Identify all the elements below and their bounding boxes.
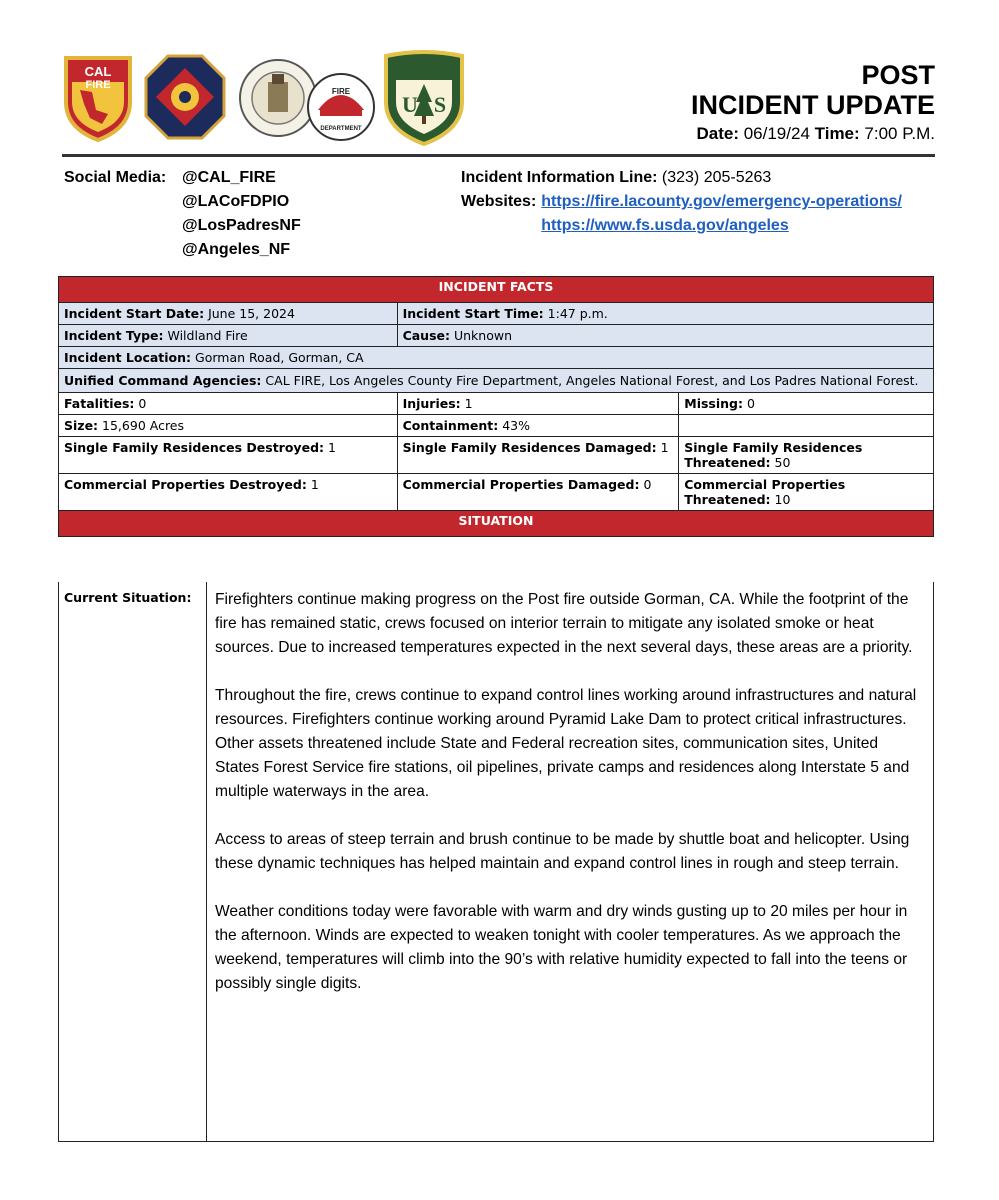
- svg-text:FIRE: FIRE: [331, 87, 351, 96]
- incident-type-cell: Incident Type: Wildland Fire: [59, 325, 398, 347]
- cal-fire-logo: [62, 52, 134, 142]
- document-subtitle: INCIDENT UPDATE: [690, 90, 935, 120]
- fatalities-cell: Fatalities: 0: [59, 393, 398, 415]
- incident-facts-table: [58, 276, 934, 537]
- current-situation-text: [207, 582, 933, 1141]
- cp-destroyed-cell: Commercial Properties Destroyed: 1: [59, 474, 398, 511]
- svg-text:S: S: [433, 92, 447, 117]
- containment-cell: Containment: 43%: [397, 415, 679, 437]
- situation-paragraph: Access to areas of steep terrain and brush continue to be made by shuttle boat and helicopter. Using these dynamic techniques has helped maintain and expand control lines in rough and steep terrain.: [215, 831, 910, 872]
- incident-info-block: [461, 166, 902, 238]
- situation-paragraph: Firefighters continue making progress on the Post fire outside Gorman, CA. While the footprint of the fire has remained static, crews focused on interior terrain to mitigate any isolated smoke or heat sources. Due to increased temperatures expected in the next several days, these areas are a priority.: [215, 591, 913, 656]
- header-divider: [62, 154, 935, 157]
- cp-threatened-cell: Commercial Properties Threatened: 10: [679, 474, 934, 511]
- sfr-damaged-cell: Single Family Residences Damaged: 1: [397, 437, 679, 474]
- svg-text:U: U: [402, 92, 418, 117]
- injuries-cell: Injuries: 1: [397, 393, 679, 415]
- situation-header: SITUATION: [59, 511, 934, 537]
- missing-cell: Missing: 0: [679, 393, 934, 415]
- incident-start-date-cell: Incident Start Date: June 15, 2024: [59, 303, 398, 325]
- info-line-phone: (323) 205-5263: [661, 169, 772, 186]
- websites-row: [461, 190, 902, 238]
- social-handle[interactable]: @Angeles_NF: [182, 241, 291, 258]
- website-links: [541, 190, 902, 238]
- cal-fire-team-logo: [144, 54, 226, 140]
- svg-text:DEPARTMENT: DEPARTMENT: [320, 126, 362, 132]
- document-title: POST: [861, 60, 935, 90]
- title-block: [691, 60, 935, 146]
- website-link-fs-usda[interactable]: https://www.fs.usda.gov/angeles: [541, 217, 789, 234]
- info-line-label: Incident Information Line:: [461, 169, 658, 186]
- svg-text:CAL: CAL: [84, 64, 112, 79]
- social-media-label: Social Media:: [64, 169, 167, 186]
- incident-location-cell: Incident Location: Gorman Road, Gorman, CA: [59, 347, 934, 369]
- date-time-line: [691, 122, 935, 146]
- sfr-destroyed-cell: Single Family Residences Destroyed: 1: [59, 437, 398, 474]
- time-label: Time:: [814, 124, 860, 143]
- websites-label: Websites:: [461, 193, 537, 210]
- social-handle[interactable]: @LosPadresNF: [182, 217, 301, 234]
- social-handle[interactable]: @CAL_FIRE: [182, 169, 276, 186]
- cp-damaged-cell: Commercial Properties Damaged: 0: [397, 474, 679, 511]
- incident-facts-header: INCIDENT FACTS: [59, 277, 934, 303]
- la-county-fire-department-logo: [306, 72, 376, 142]
- info-line-row: [461, 166, 902, 190]
- unified-command-agencies-cell: Unified Command Agencies: CAL FIRE, Los Angeles County Fire Department, Angeles National Forest, and Los Padres National Forest.: [59, 369, 934, 393]
- sfr-threatened-cell: Single Family Residences Threatened: 50: [679, 437, 934, 474]
- forest-service-logo: [382, 50, 466, 146]
- social-media-block: [64, 166, 301, 262]
- website-link-lacounty[interactable]: https://fire.lacounty.gov/emergency-operations/: [541, 193, 902, 210]
- empty-cell: [679, 415, 934, 437]
- social-handles: [182, 166, 301, 262]
- current-situation-label: Current Situation:: [59, 582, 207, 1141]
- incident-start-time-cell: Incident Start Time: 1:47 p.m.: [397, 303, 933, 325]
- situation-paragraph: Throughout the fire, crews continue to expand control lines working around infrastructures and natural resources. Firefighters continue working around Pyramid Lake Dam to protect critical infrastructures. Other assets threatened include State and Federal recreation sites, communication sites, United States Forest Service fire stations, oil pipelines, private camps and residences along Interstate 5 and multiple waterways in the area.: [215, 687, 917, 800]
- situation-paragraph: Weather conditions today were favorable with warm and dry winds gusting up to 20 miles per hour in the afternoon. Winds are expected to weaken tonight with cooler temperatures. As we approach the weekend, temperatures will climb into the 90’s with relative humidity expected to fall into the teens or possibly single digits.: [215, 903, 908, 992]
- date-label: Date:: [696, 124, 739, 143]
- svg-text:FIRE: FIRE: [85, 79, 111, 91]
- time-value: 7:00 P.M.: [864, 124, 935, 143]
- size-cell: Size: 15,690 Acres: [59, 415, 398, 437]
- social-handle[interactable]: @LACoFDPIO: [182, 193, 290, 210]
- agency-logos: [62, 50, 482, 146]
- date-value: 06/19/24: [743, 124, 810, 143]
- situation-section: [58, 582, 934, 1142]
- cause-cell: Cause: Unknown: [397, 325, 933, 347]
